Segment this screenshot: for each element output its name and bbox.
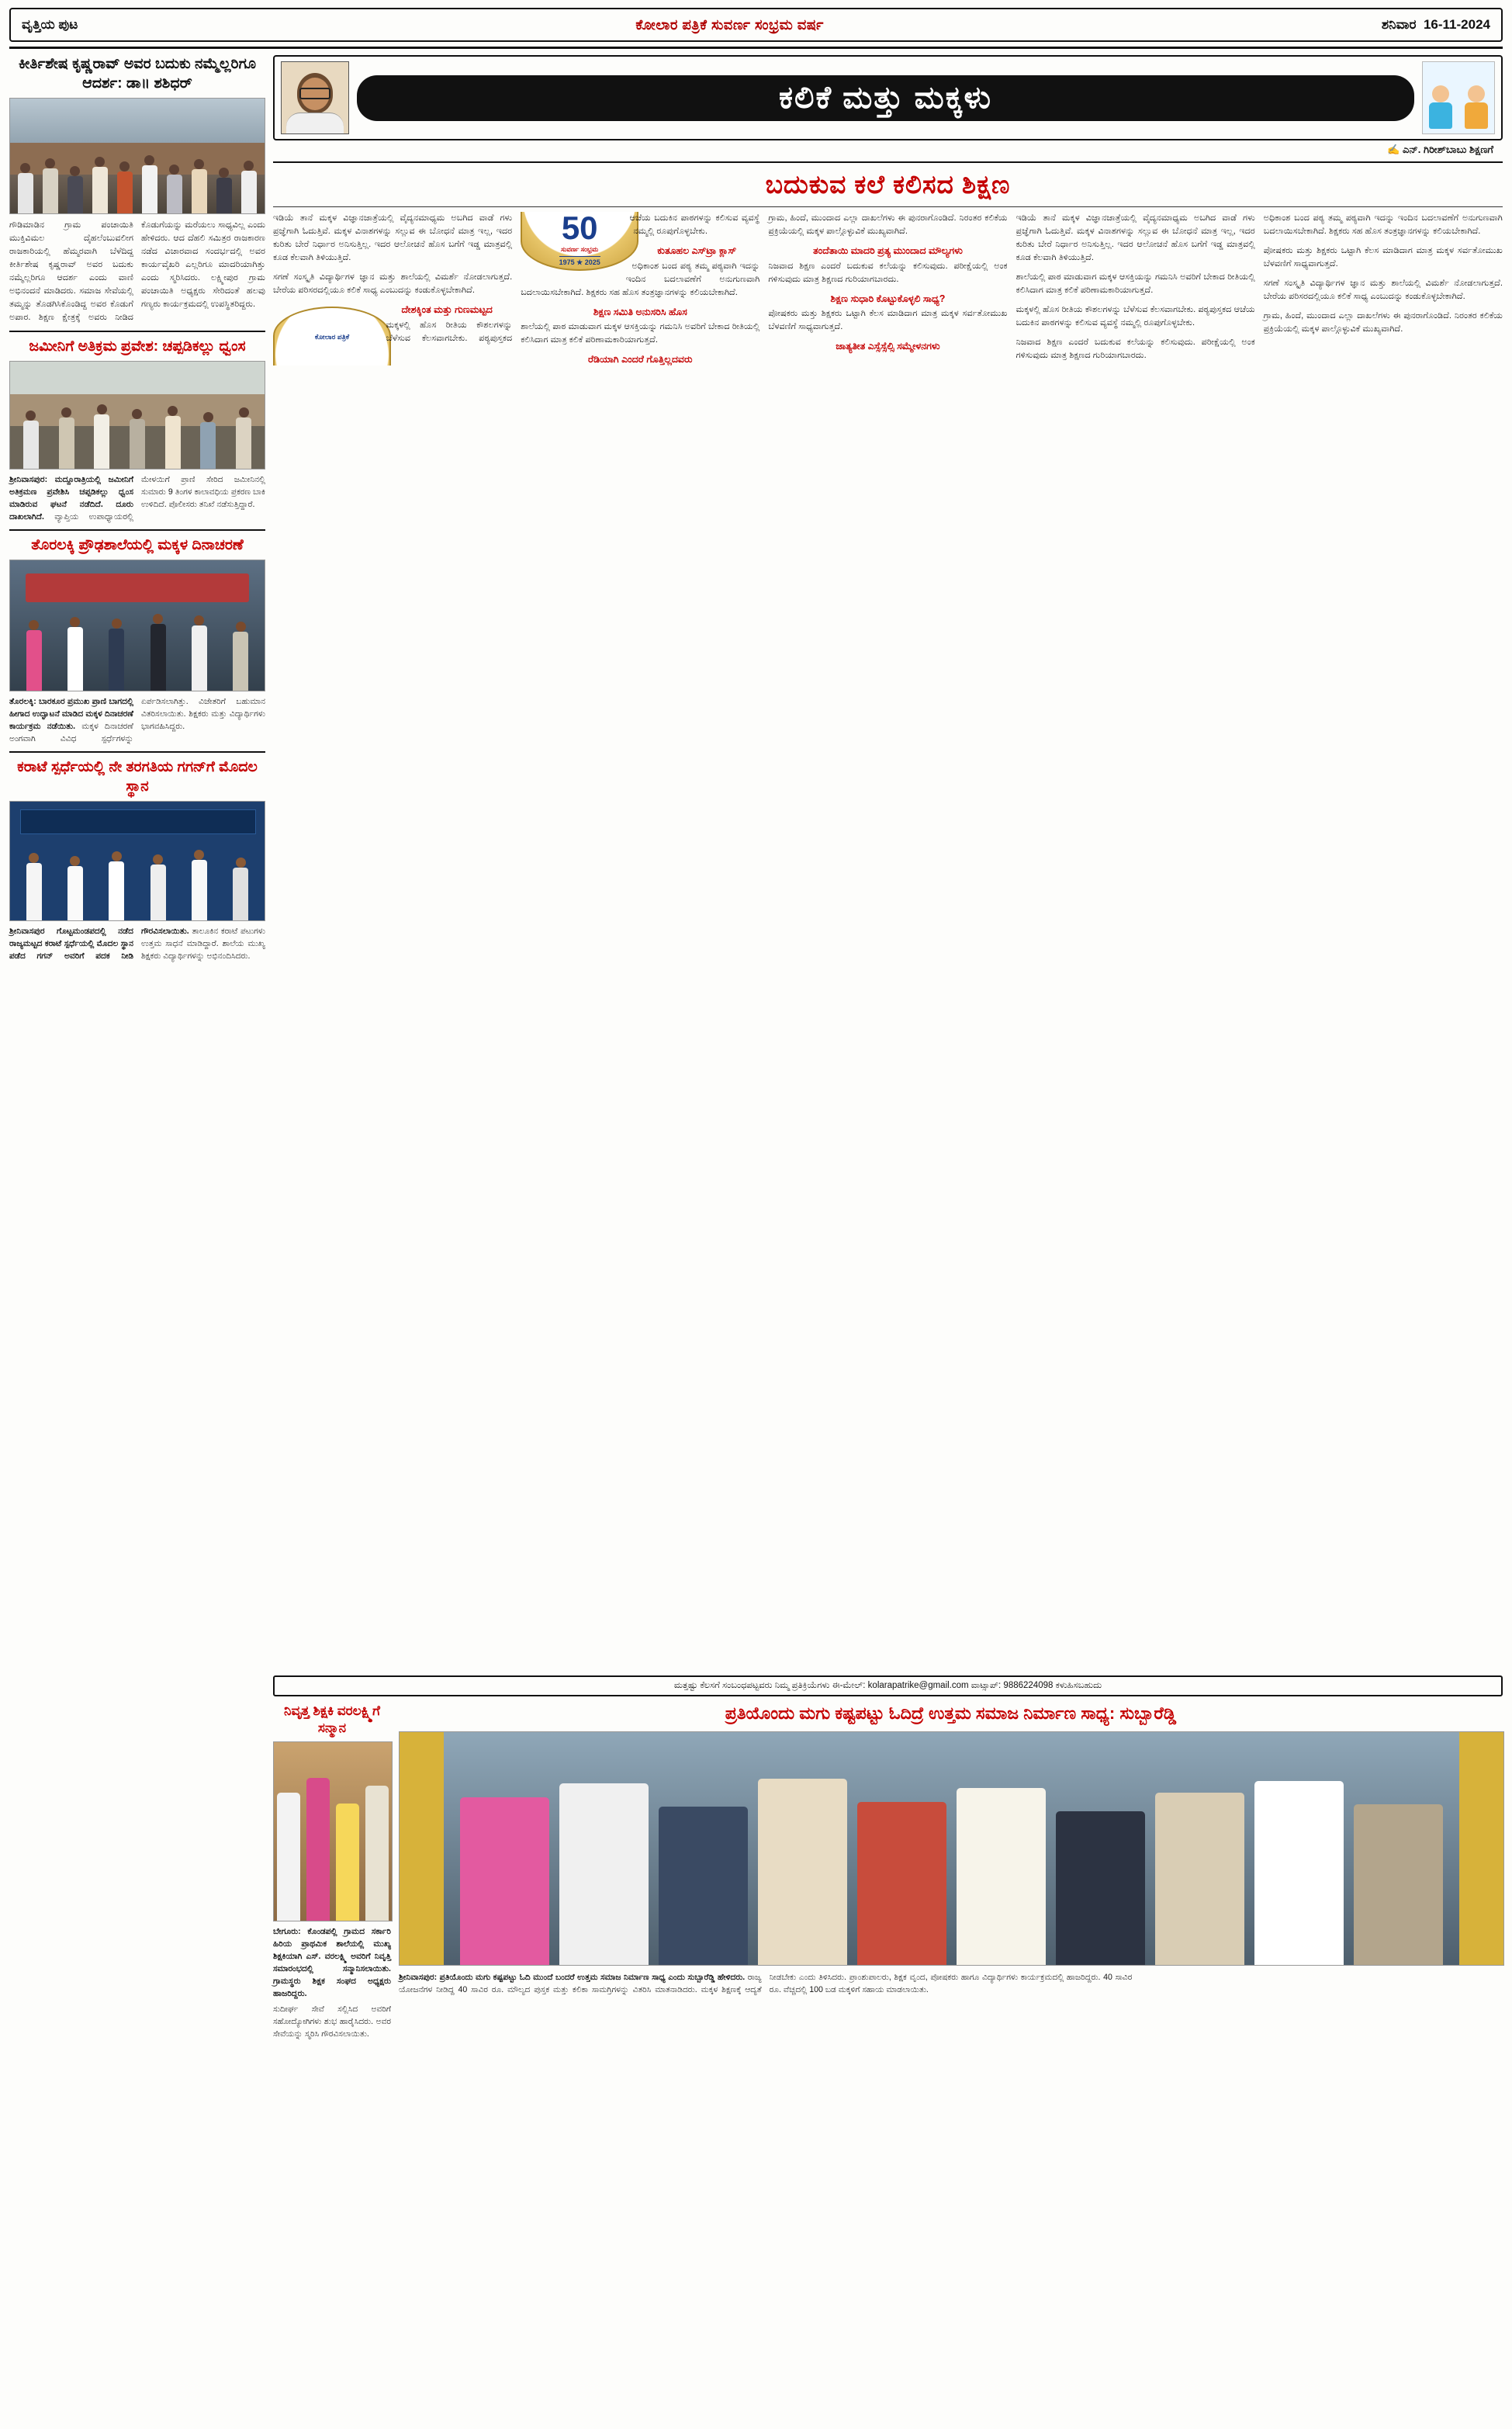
- lead-subhead-4: ರೆಡಿಯಾಗಿ ಎಂದರೆ ಗೊತ್ತಿಲ್ಲದವರು: [588, 353, 693, 365]
- section-title: ಕಲಿಕೆ ಮತ್ತು ಮಕ್ಕಳು: [357, 75, 1414, 121]
- lead-subhead-6: ಶಿಕ್ಷಣ ಸುಧಾರಿ ಕೊಟ್ಟುಕೊಳ್ಳಲಿ ಸಾಧ್ಯ?: [830, 293, 946, 304]
- masthead-date: [1382, 17, 1490, 33]
- retired-headline: ನಿವೃತ್ತ ಶಿಕ್ಷಕಿ ವರಲಕ್ಷ್ಮಿಗೆ ಸನ್ಮಾನ: [284, 1703, 380, 1736]
- bottom-main-col2: ರಾಜ್ಯ ಯೋಜನೆಗಳ ನೀಡಿದ್ದ 40 ಸಾವಿರ ರೂ. ಮೌಲ್ಯದ ಪುಸ್ತಕ ಮತ್ತು ಕಲಿಕಾ ಸಾಮಗ್ರಿಗಳನ್ನು ವಿತರಿಸಿ ಮಾತನಾಡಿದರು. ಮಕ್ಕಳ ಶಿಕ್ಷಣಕ್ಕೆ ಆದ್ಯತೆ ನೀಡಬೇಕು ಎಂದು ತಿಳಿಸಿದರು.: [399, 1972, 846, 1994]
- lead-subhead-5: ತಂದೆತಾಯಿ ಮಾದರಿ ಪ್ರತ್ಯ ಮುಂದಾದ ಮೌಲ್ಯಗಳು: [813, 245, 963, 257]
- main-bottom-story: [399, 1703, 1503, 1996]
- story1-p3: ಆದ ದೆಹಲಿ ಸಮಿತ್ರರ ರಾಜಕಾರಣ ನಡೆದ ವಿಚಾರವಾದ ಸಂದರ್ಭದಲ್ಲಿ ಅವರ ಕಾರ್ಯವೈಖರಿ ಎಲ್ಲರಿಗೂ ಮಾದರಿಯಾಗಿತ್ತು ಎಂದು ಸ್ಮರಿಸಿದರು.: [141, 234, 265, 283]
- lead-subhead-1: ದೇಶಕ್ಕಿಂತ ಮತ್ತು ಗುಣಮಟ್ಟದ: [401, 304, 493, 316]
- retired-caption-text: ಬೇಗೂರು: ಕೊಂಡಪಲ್ಲಿ ಗ್ರಾಮದ ಸರ್ಕಾರಿ ಹಿರಿಯ ಪ್ರಾಥಮಿಕ ಶಾಲೆಯಲ್ಲಿ ಮುಖ್ಯ ಶಿಕ್ಷಕಿಯಾಗಿ ಎಸ್. ವರಲಕ್ಷ್ಮಿ ಅವರಿಗೆ ನಿವೃತ್ತಿ ಸಮಾರಂಭದಲ್ಲಿ ಸನ್ಮಾನಿಸಲಾಯಿತು. ಗ್ರಾಮಸ್ಥರು ಶಿಕ್ಷಕ ಸಂಘದ ಅಧ್ಯಕ್ಷರು ಹಾಜರಿದ್ದರು.: [273, 1927, 391, 1998]
- story3-body: ಮಕ್ಕಳ ದಿನಾಚರಣೆ ಅಂಗವಾಗಿ ವಿವಿಧ ಸ್ಪರ್ಧೆಗಳನ್ನು ಏರ್ಪಡಿಸಲಾಗಿತ್ತು. ವಿಜೇತರಿಗೆ ಬಹುಮಾನ ವಿತರಿಸಲಾಯಿತು. ಶಿಕ್ಷಕರು ಮತ್ತು ವಿದ್ಯಾರ್ಥಿಗಳು ಭಾಗವಹಿಸಿದ್ದರು.: [9, 697, 265, 744]
- story2-text: [9, 474, 265, 524]
- masthead-date-value: 16-11-2024: [1423, 17, 1490, 32]
- story3-text: [9, 696, 265, 746]
- logo-number: 50: [561, 210, 598, 247]
- section-byline: ✍ ಎನ್. ಗಿರೀಶ್‌ಬಾಬು ಶಿಕ್ಷಣಗೆ: [1387, 144, 1493, 155]
- main-grid: [9, 55, 1503, 2040]
- story1-p4: ಲಕ್ಷ್ಮೀಪುರ ಗ್ರಾಮ ಪಂಚಾಯಿತಿ ಅಧ್ಯಕ್ಷರು ಸೇರಿದಂತೆ ಹಲವು ಗಣ್ಯರು ಕಾರ್ಯಕ್ರಮದಲ್ಲಿ ಉಪಸ್ಥಿತರಿದ್ದರು.: [141, 273, 266, 310]
- email-contact-strip[interactable]: ಮತ್ತಷ್ಟು ಕೆಲಸಗೆ ಸಂಬಂಧಪಟ್ಟವರು ನಿಮ್ಮ ಪ್ರತಿಕ್ರಿಯೆಗಳು ಈ-ಮೇಲ್: kolarapatrike@gmail.com ವಾಟ್ಸಾಪ್: 9886224098 ಕಳುಹಿಸಬಹುದು: [273, 1675, 1503, 1696]
- logo-years: 1975 ★ 2025: [559, 256, 600, 269]
- story3-headline: ತೊರಲಕ್ಕಿ ಪ್ರೌಢಶಾಲೆಯಲ್ಲಿ ಮಕ್ಕಳ ದಿನಾಚರಣೆ: [31, 536, 244, 553]
- retired-teacher-felicitation: [273, 1741, 393, 1921]
- story1-photo: [9, 98, 265, 214]
- lead-subhead-3: ಶಿಕ್ಷಣ ಸಮಿತಿ ಅನುಸರಿಸಿ ಹೊಸ: [593, 306, 687, 317]
- lead-p13: ಅಧಿಕಾಂಶ ಬಂದ ಪಠ್ಯ ತಮ್ಮ ಪಠ್ಯವಾಗಿ ಇದನ್ನು ಇಂದಿನ ಬದಲಾವಣೆಗೆ ಅನುಗುಣವಾಗಿ ಬದಲಾಯಿಸಬೇಕಾಗಿದೆ. ಶಿಕ್ಷಕರು ಸಹ ಹೊಸ ತಂತ್ರಜ್ಞಾನಗಳನ್ನು ಕಲಿಯಬೇಕಾಗಿದೆ.: [1263, 213, 1503, 237]
- story3-caption: ತೊರಲಕ್ಕಿ: ಬಾರಕೂರ ಪ್ರಮುಖ ಪ್ರಾಣಿ ಬಾಗದಲ್ಲಿ ಹೀಗಾದ ಉದ್ಘಾಟನೆ ಮಾಡಿದ ಮಕ್ಕಳ ದಿನಾಚರಣೆ ಕಾರ್ಯಕ್ರಮ ನಡೆಯಿತು.: [9, 697, 133, 732]
- lead-p6: ಗ್ರಾಮ, ಹಿಂದೆ, ಮುಂದಾದ ಎಲ್ಲಾ ದಾಖಲೆಗಳು ಈ ಪುನರಾಗೊಂಡಿದೆ. ನಿರಂತರ ಕಲಿಕೆಯ ಪ್ರಕ್ರಿಯೆಯಲ್ಲಿ ಮಕ್ಕಳ ಪಾಲ್ಗೊಳ್ಳುವಿಕೆ ಮುಖ್ಯವಾಗಿದೆ.: [768, 213, 1008, 237]
- story4-caption: ಶ್ರೀನಿವಾಸಪುರ ಗೊಟ್ಟಮಂಡಪದಲ್ಲಿ ನಡೆದ ರಾಜ್ಯಮಟ್ಟದ ಕರಾಟೆ ಸ್ಪರ್ಧೆಯಲ್ಲಿ ಮೊದಲ ಸ್ಥಾನ ಪಡೆದ ಗಗನ್ ಅವರಿಗೆ ಪದಕ ನೀಡಿ ಗೌರವಿಸಲಾಯಿತು.: [9, 927, 189, 962]
- right-column: [273, 55, 1503, 2040]
- left-column: [9, 55, 265, 963]
- lead-p12: ನಿಜವಾದ ಶಿಕ್ಷಣ ಎಂದರೆ ಬದುಕುವ ಕಲೆಯನ್ನು ಕಲಿಸುವುದು. ಪರೀಕ್ಷೆಯಲ್ಲಿ ಅಂಕ ಗಳಿಸುವುದು ಮಾತ್ರ ಶಿಕ್ಷಣದ ಗುರಿಯಾಗಬಾರದು.: [1015, 338, 1255, 361]
- lead-p7: ನಿಜವಾದ ಶಿಕ್ಷಣ ಎಂದರೆ ಬದುಕುವ ಕಲೆಯನ್ನು ಕಲಿಸುವುದು. ಪರೀಕ್ಷೆಯಲ್ಲಿ ಅಂಕ ಗಳಿಸುವುದು ಮಾತ್ರ ಶಿಕ್ಷಣದ ಗುರಿಯಾಗಬಾರದು.: [768, 261, 1008, 284]
- story2-headline: ಜಮೀನಿಗೆ ಅತಿಕ್ರಮ ಪ್ರವೇಶ: ಚಪ್ಪಡಿಕಲ್ಲು ಧ್ವಂಸ: [29, 338, 246, 355]
- divider-title: [273, 161, 1503, 163]
- masthead-center: ಕೋಲಾರ ಪತ್ರಿಕೆ ಸುವರ್ಣ ಸಂಭ್ರಮ ವರ್ಷ: [635, 16, 824, 33]
- bottom-main-text: [399, 1972, 1503, 1997]
- lead-p3: ಮಕ್ಕಳಲ್ಲಿ ಹೊಸ ರೀತಿಯ ಕೌಶಲಗಳನ್ನು ಬೆಳೆಸುವ ಕೆಲಸವಾಗಬೇಕು. ಪಠ್ಯಪುಸ್ತಕದ ಆಚೆಯ ಬದುಕಿನ ಪಾಠಗಳನ್ನು ಕಲಿಸುವ ವ್ಯವಸ್ಥೆ ನಮ್ಮಲ್ಲಿ ರೂಪುಗೊಳ್ಳಬೇಕು.: [386, 213, 760, 343]
- story2-caption: ಶ್ರೀನಿವಾಸಪುರ: ಮದ್ದೂರಾತ್ರಿಯಲ್ಲಿ ಜಮೀನಿಗೆ ಅತಿಕ್ರಮಣ ಪ್ರವೇಶಿಸಿ ಚಪ್ಪಡಿಕಲ್ಲು ಧ್ವಂಸ ಮಾಡಿರುವ ಘಟನೆ ನಡೆದಿದೆ. ದೂರು ದಾಖಲಾಗಿದೆ.: [9, 475, 133, 521]
- lead-subhead-7: ಜಾತ್ಯತೀತ ಎಸ್ಸೆಸ್ಸೆಲ್ಸಿ ಸಮ್ಮೇಳನಗಳು: [836, 340, 940, 352]
- divider-left-3: [9, 751, 265, 753]
- story1-body: [9, 219, 265, 324]
- divider-lead: [273, 206, 1503, 207]
- divider-left-2: [9, 529, 265, 531]
- story4-text: [9, 926, 265, 963]
- bottom-main-col3: ಪ್ರಾಂಶುಪಾಲರು, ಶಿಕ್ಷಕ ವೃಂದ, ಪೋಷಕರು ಹಾಗೂ ವಿದ್ಯಾರ್ಥಿಗಳು ಕಾರ್ಯಕ್ರಮದಲ್ಲಿ ಹಾಜರಿದ್ದರು. 40 ಸಾವಿರ ರೂ. ವೆಚ್ಚದಲ್ಲಿ 100 ಬಡ ಮಕ್ಕಳಿಗೆ ಸಹಾಯ ಮಾಡಲಾಯಿತು.: [769, 1972, 1133, 1994]
- logo-top-text: ಕೋಲಾರ ಪತ್ರಿಕೆ: [314, 333, 350, 341]
- lead-subhead-2: ಕುತೂಹಲ ಎಸ್‌ಟ್ರಾ ಕ್ಲಾಸ್: [657, 245, 737, 257]
- lead-p2: ಸಗಣೆ ಸಂಸ್ಕೃತಿ ವಿದ್ಯಾರ್ಥಿಗಳ ಜ್ಞಾನ ಮತ್ತು ಶಾಲೆಯಲ್ಲಿ ವಿಮರ್ಶೆ ನೋಡಲಾಗುತ್ತದೆ. ಬೇರೆಯ ಪರಿಸರದಲ್ಲಿಯೂ ಕಲಿಕೆ ಸಾಧ್ಯ ಎಂಬುದನ್ನು ಕಂಡುಕೊಳ್ಳಬೇಕಾಗಿದೆ.: [273, 272, 513, 296]
- editor-portrait: [281, 61, 349, 134]
- lead-p9: ಇಡಿಯೆ ತಾನೆ ಮಕ್ಕಳ ವಿಜ್ಞಾನಜಾತ್ರೆಯಲ್ಲಿ ವೈದ್ಯನಮಾಧ್ಯಮ ಅಬಗಿದ ವಾಡೆ ಗಳು ಪ್ರಜ್ಞೆಗಾಗಿ ಓದುತ್ತಿವೆ. ಮಕ್ಕಳ ವಿನಾಶಗಳನ್ನು ಸಲ್ಲುವ ಈ ಬೋಧನೆ ಮಾತ್ರ ಇಲ್ಲ, ಇದರ ಕುರಿತು ಬೇರೆ ನಿರ್ಧಾರ ಅನಿಸುತ್ತಿಲ್ಲ. ಇದರ ಆಲೋಚನೆ ಹೊಸ ಬಗೆಗೆ ಇಡ್ಡ ಮಾತ್ರವಲ್ಲಿ ಕೂಡ ಕೆಲವಾಗಿ ತಿಳಿಯುತ್ತಿದೆ.: [1015, 213, 1255, 263]
- masthead-day: ಶನಿವಾರ: [1381, 17, 1417, 32]
- story4-body: ತಾಲೂಕಿನ ಕರಾಟೆ ಪಟುಗಳು ಉತ್ತಮ ಸಾಧನೆ ಮಾಡಿದ್ದಾರೆ. ಶಾಲೆಯ ಮುಖ್ಯ ಶಿಕ್ಷಕರು ವಿದ್ಯಾರ್ಥಿಗಳನ್ನು ಅಭಿನಂದಿಸಿದರು.: [141, 927, 265, 962]
- lead-headline: ಬದುಕುವ ಕಲೆ ಕಲಿಸದ ಶಿಕ್ಷಣ: [765, 170, 1011, 199]
- logo-sub-text: ಸುವರ್ಣ ಸಂಭ್ರಮ: [561, 245, 599, 254]
- story1-p2: ಸಮಾಜ ಸೇವೆಯಲ್ಲಿ ತಮ್ಮನ್ನು ತೊಡಗಿಸಿಕೊಂಡಿದ್ದ ಅವರ ಕೊಡುಗೆ ಅಪಾರ. ಶಿಕ್ಷಣ ಕ್ಷೇತ್ರಕ್ಕೆ ಅವರು ನೀಡಿದ ಕೊಡುಗೆಯನ್ನು ಮರೆಯಲು ಸಾಧ್ಯವಿಲ್ಲ ಎಂದು ಹೇಳಿದರು.: [9, 220, 265, 323]
- bottom-main-headline: ಪ್ರತಿಯೊಂದು ಮಗು ಕಷ್ಟಪಟ್ಟು ಓದಿದ್ರೆ ಉತ್ತಮ ಸಮಾಜ ನಿರ್ಮಾಣ ಸಾಧ್ಯ: ಸುಬ್ಬಾರೆಡ್ಡಿ: [725, 1703, 1177, 1724]
- lead-p14: ಪೋಷಕರು ಮತ್ತು ಶಿಕ್ಷಕರು ಒಟ್ಟಾಗಿ ಕೆಲಸ ಮಾಡಿದಾಗ ಮಾತ್ರ ಮಕ್ಕಳ ಸರ್ವತೋಮುಖ ಬೆಳವಣಿಗೆ ಸಾಧ್ಯವಾಗುತ್ತದೆ.: [1263, 246, 1503, 269]
- divider-top: [9, 47, 1503, 49]
- story3-photo: [9, 560, 265, 691]
- masthead: [9, 8, 1503, 42]
- lead-p16: ಗ್ರಾಮ, ಹಿಂದೆ, ಮುಂದಾದ ಎಲ್ಲಾ ದಾಖಲೆಗಳು ಈ ಪುನರಾಗೊಂಡಿದೆ. ನಿರಂತರ ಕಲಿಕೆಯ ಪ್ರಕ್ರಿಯೆಯಲ್ಲಿ ಮಕ್ಕಳ ಪಾಲ್ಗೊಳ್ಳುವಿಕೆ ಮುಖ್ಯವಾಗಿದೆ.: [1263, 311, 1503, 334]
- story4-headline: ಕರಾಟೆ ಸ್ಪರ್ಧೆಯಲ್ಲಿ ನೇ ತರಗತಿಯ ಗಗನ್‌ಗೆ ಮೊದಲ ಸ್ಥಾನ: [17, 759, 258, 795]
- story4-photo: [9, 801, 265, 921]
- bottom-section: [273, 1703, 1503, 2040]
- lead-p10: ಶಾಲೆಯಲ್ಲಿ ಪಾಠ ಮಾಡುವಾಗ ಮಕ್ಕಳ ಆಸಕ್ತಿಯನ್ನು ಗಮನಿಸಿ ಅವರಿಗೆ ಬೇಕಾದ ರೀತಿಯಲ್ಲಿ ಕಲಿಸಿದಾಗ ಮಾತ್ರ ಕಲಿಕೆ ಪರಿಣಾಮಕಾರಿಯಾಗುತ್ತದೆ.: [1015, 272, 1255, 296]
- bottom-main-caption: ಶ್ರೀನಿವಾಸಪುರ: ಪ್ರತಿಯೊಂದು ಮಗು ಕಷ್ಟಪಟ್ಟು ಓದಿ ಮುಂದೆ ಬಂದರೆ ಉತ್ತಮ ಸಮಾಜ ನಿರ್ಮಾಣ ಸಾಧ್ಯ ಎಂದು ಸುಬ್ಬಾರೆಡ್ಡಿ ಹೇಳಿದರು.: [399, 1972, 746, 1982]
- retired-teacher-story: [273, 1703, 391, 2040]
- story2-body: ವ್ಯಾಪ್ತಿಯ ಉಪಾಧ್ಯಾಯರಲ್ಲಿ ಮೇಳಯಿಗೆ ಪ್ರಾಣಿ ಸೇರಿದ ಜಮೀನಿನಲ್ಲಿ ಸುಮಾರು 9 ತಿಂಗಳ ಕಾಲಾವಧಿಯ ಪ್ರಕರಣ ಬಾಕಿ ಉಳಿದಿದೆ. ಪೊಲೀಸರು ತನಿಖೆ ನಡೆಸುತ್ತಿದ್ದಾರೆ.: [54, 475, 265, 521]
- section-title-bar: [273, 55, 1503, 140]
- story1-p1: ಗೌಡಿಮಾಡಿನ ಗ್ರಾಮ ಪಂಚಾಯಿತಿ ಮುಕ್ತಿವಿಮಲ ದೈಹಲೆಂಬುವಲೀಗ ರಾಜಕಾರಿಯಲ್ಲಿ ಹೆಮ್ಮರವಾಗಿ ಬೆಳೆದಿದ್ದ ಕೀರ್ತಿಶೇಷ ಕೃಷ್ಣರಾವ್ ಅವರ ಬದುಕು ನಮ್ಮೆಲ್ಲರಿಗೂ ಆದರ್ಶ ಎಂದು ವಾಣಿ ಅಭಿನಂದನೆ ಮಾಡಿದರು.: [9, 220, 133, 296]
- lead-p4: ಅಧಿಕಾಂಶ ಬಂದ ಪಠ್ಯ ತಮ್ಮ ಪಠ್ಯವಾಗಿ ಇದನ್ನು ಇಂದಿನ ಬದಲಾವಣೆಗೆ ಅನುಗುಣವಾಗಿ ಬದಲಾಯಿಸಬೇಕಾಗಿದೆ. ಶಿಕ್ಷಕರು ಸಹ ಹೊಸ ತಂತ್ರಜ್ಞಾನಗಳನ್ನು ಕಲಿಯಬೇಕಾಗಿದೆ.: [521, 261, 760, 297]
- lead-body: [273, 212, 1503, 1671]
- retired-caption: [273, 1926, 391, 2000]
- lead-p11: ಮಕ್ಕಳಲ್ಲಿ ಹೊಸ ರೀತಿಯ ಕೌಶಲಗಳನ್ನು ಬೆಳೆಸುವ ಕೆಲಸವಾಗಬೇಕು. ಪಠ್ಯಪುಸ್ತಕದ ಆಚೆಯ ಬದುಕಿನ ಪಾಠಗಳನ್ನು ಕಲಿಸುವ ವ್ಯವಸ್ಥೆ ನಮ್ಮಲ್ಲಿ ರೂಪುಗೊಳ್ಳಬೇಕು.: [1015, 305, 1255, 328]
- story2-photo: [9, 361, 265, 470]
- masthead-left: ವೃತ್ತಿಯ ಪುಟ: [22, 17, 78, 32]
- lead-p5: ಶಾಲೆಯಲ್ಲಿ ಪಾಠ ಮಾಡುವಾಗ ಮಕ್ಕಳ ಆಸಕ್ತಿಯನ್ನು ಗಮನಿಸಿ ಅವರಿಗೆ ಬೇಕಾದ ರೀತಿಯಲ್ಲಿ ಕಲಿಸಿದಾಗ ಮಾತ್ರ ಕಲಿಕೆ ಪರಿಣಾಮಕಾರಿಯಾಗುತ್ತದೆ.: [521, 321, 760, 345]
- divider-left-1: [9, 331, 265, 332]
- lead-p1: ಇಡಿಯೆ ತಾನೆ ಮಕ್ಕಳ ವಿಜ್ಞಾನಜಾತ್ರೆಯಲ್ಲಿ ವೈದ್ಯನಮಾಧ್ಯಮ ಅಬಗಿದ ವಾಡೆ ಗಳು ಪ್ರಜ್ಞೆಗಾಗಿ ಓದುತ್ತಿವೆ. ಮಕ್ಕಳ ವಿನಾಶಗಳನ್ನು ಸಲ್ಲುವ ಈ ಬೋಧನೆ ಮಾತ್ರ ಇಲ್ಲ, ಇದರ ಕುರಿತು ಬೇರೆ ನಿರ್ಧಾರ ಅನಿಸುತ್ತಿಲ್ಲ. ಇದರ ಆಲೋಚನೆ ಹೊಸ ಬಗೆಗೆ ಇಡ್ಡ ಮಾತ್ರವಲ್ಲಿ ಕೂಡ ಕೆಲವಾಗಿ ತಿಳಿಯುತ್ತಿದೆ.: [273, 213, 513, 263]
- lead-p15: ಸಗಣೆ ಸಂಸ್ಕೃತಿ ವಿದ್ಯಾರ್ಥಿಗಳ ಜ್ಞಾನ ಮತ್ತು ಶಾಲೆಯಲ್ಲಿ ವಿಮರ್ಶೆ ನೋಡಲಾಗುತ್ತದೆ. ಬೇರೆಯ ಪರಿಸರದಲ್ಲಿಯೂ ಕಲಿಕೆ ಸಾಧ್ಯ ಎಂಬುದನ್ನು ಕಂಡುಕೊಳ್ಳಬೇಕಾಗಿದೆ.: [1263, 279, 1503, 302]
- story1-headline: ಕೀರ್ತಿಶೇಷ ಕೃಷ್ಣರಾವ್ ಅವರ ಬದುಕು ನಮ್ಮೆಲ್ಲರಿಗೂ ಆದರ್ಶ: ಡಾ॥ ಶಶಿಧರ್: [19, 56, 256, 92]
- retired-body: ಸುದೀರ್ಘ ಸೇವೆ ಸಲ್ಲಿಸಿದ ಅವರಿಗೆ ಸಹೋದ್ಯೋಗಿಗಳು ಶುಭ ಹಾರೈಸಿದರು. ಅವರ ಸೇವೆಯನ್ನು ಸ್ಮರಿಸಿ ಗೌರವಿಸಲಾಯಿತು.: [273, 2004, 391, 2039]
- students-group-with-guests: [399, 1731, 1504, 1966]
- two-children-illustration: [1422, 61, 1495, 134]
- lead-p8: ಪೋಷಕರು ಮತ್ತು ಶಿಕ್ಷಕರು ಒಟ್ಟಾಗಿ ಕೆಲಸ ಮಾಡಿದಾಗ ಮಾತ್ರ ಮಕ್ಕಳ ಸರ್ವತೋಮುಖ ಬೆಳವಣಿಗೆ ಸಾಧ್ಯವಾಗುತ್ತದೆ.: [768, 308, 1008, 331]
